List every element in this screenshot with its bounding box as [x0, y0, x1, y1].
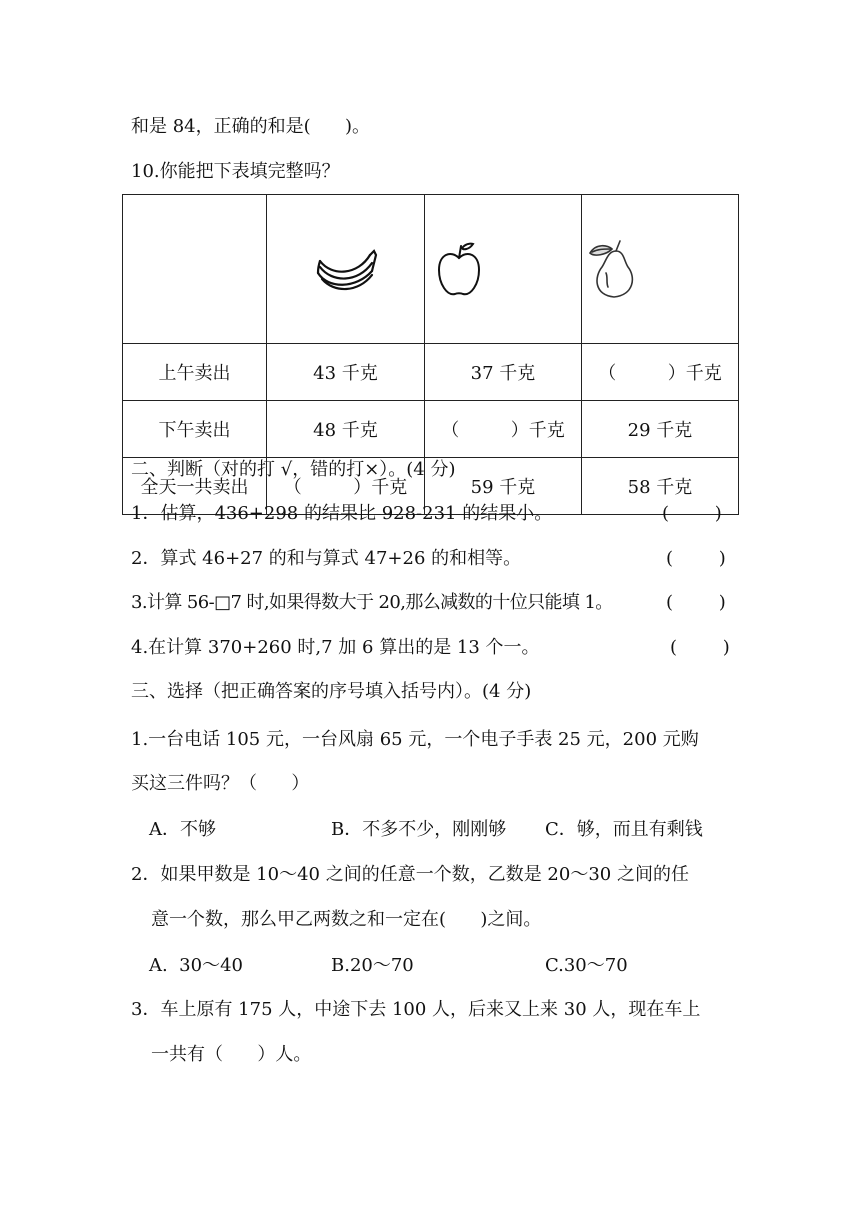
table-cell: 37 千克 — [425, 344, 582, 401]
judge-answer-paren-1[interactable]: ( ) — [662, 503, 722, 524]
judge-answer-paren-2[interactable]: ( ) — [666, 548, 726, 569]
judge-item-4: 4.在计算 370+260 时,7 加 6 算出的是 13 个一。 — [131, 637, 540, 658]
row-label: 全天一共卖出 — [123, 458, 267, 515]
choice-q2-option-c[interactable]: C.30～70 — [545, 955, 628, 976]
table-header-row — [123, 195, 739, 344]
judge-item-1: 1．估算，436+298 的结果比 928-231 的结果小。 — [131, 503, 553, 524]
apple-icon — [435, 240, 483, 298]
table-cell: 43 千克 — [267, 344, 425, 401]
section-3-heading: 三、选择（把正确答案的序号填入括号内）。(4 分) — [131, 681, 532, 702]
banana-icon — [314, 243, 378, 295]
row-label: 下午卖出 — [123, 401, 267, 458]
judge-answer-paren-3[interactable]: ( ) — [666, 592, 726, 613]
table-row — [123, 401, 739, 458]
choice-q3-line2: 一共有（ ）人。 — [151, 1044, 312, 1065]
choice-q3-line1: 3．车上原有 175 人，中途下去 100 人，后来又上来 30 人，现在车上 — [131, 999, 701, 1020]
choice-q2-option-b[interactable]: B.20～70 — [331, 955, 414, 976]
banana-cell — [267, 195, 425, 344]
pear-cell — [582, 195, 739, 344]
judge-item-2: 2．算式 46+27 的和与算式 47+26 的和相等。 — [131, 548, 522, 569]
line-sum-correct: 和是 84，正确的和是( )。 — [131, 116, 371, 137]
judge-answer-paren-4[interactable]: ( ) — [670, 637, 730, 658]
apple-cell — [425, 195, 582, 344]
table-cell: 59 千克 — [425, 458, 582, 515]
choice-q2-option-a[interactable]: A. 30～40 — [149, 955, 243, 976]
row-label: 上午卖出 — [123, 344, 267, 401]
choice-q2-line2: 意一个数，那么甲乙两数之和一定在( )之间。 — [151, 909, 542, 930]
table-corner-cell — [123, 195, 267, 344]
table-cell-blank[interactable]: （ ）千克 — [582, 344, 739, 401]
judge-item-3: 3.计算 56-□7 时,如果得数大于 20,那么减数的十位只能填 1。 — [131, 592, 613, 613]
table-cell-blank[interactable]: （ ）千克 — [267, 458, 425, 515]
choice-q2-line1: 2．如果甲数是 10～40 之间的任意一个数，乙数是 20～30 之间的任 — [131, 864, 689, 885]
choice-q1-line1: 1.一台电话 105 元，一台风扇 65 元，一个电子手表 25 元，200 元购 — [131, 729, 699, 750]
table-cell: 48 千克 — [267, 401, 425, 458]
choice-q1-line2: 买这三件吗？（ ） — [131, 773, 310, 794]
choice-q1-option-b[interactable]: B．不多不少，刚刚够 — [331, 819, 507, 840]
table-cell-blank[interactable]: （ ）千克 — [425, 401, 582, 458]
choice-q1-option-c[interactable]: C．够，而且有剩钱 — [545, 819, 703, 840]
table-cell: 58 千克 — [582, 458, 739, 515]
pear-icon — [586, 237, 642, 301]
section-2-heading: 二、判断（对的打 √，错的打×）。(4 分) — [131, 459, 456, 480]
question-10-title: 10.你能把下表填完整吗？ — [131, 161, 340, 182]
table-row — [123, 344, 739, 401]
choice-q1-option-a[interactable]: A．不够 — [149, 819, 216, 840]
table-cell: 29 千克 — [582, 401, 739, 458]
